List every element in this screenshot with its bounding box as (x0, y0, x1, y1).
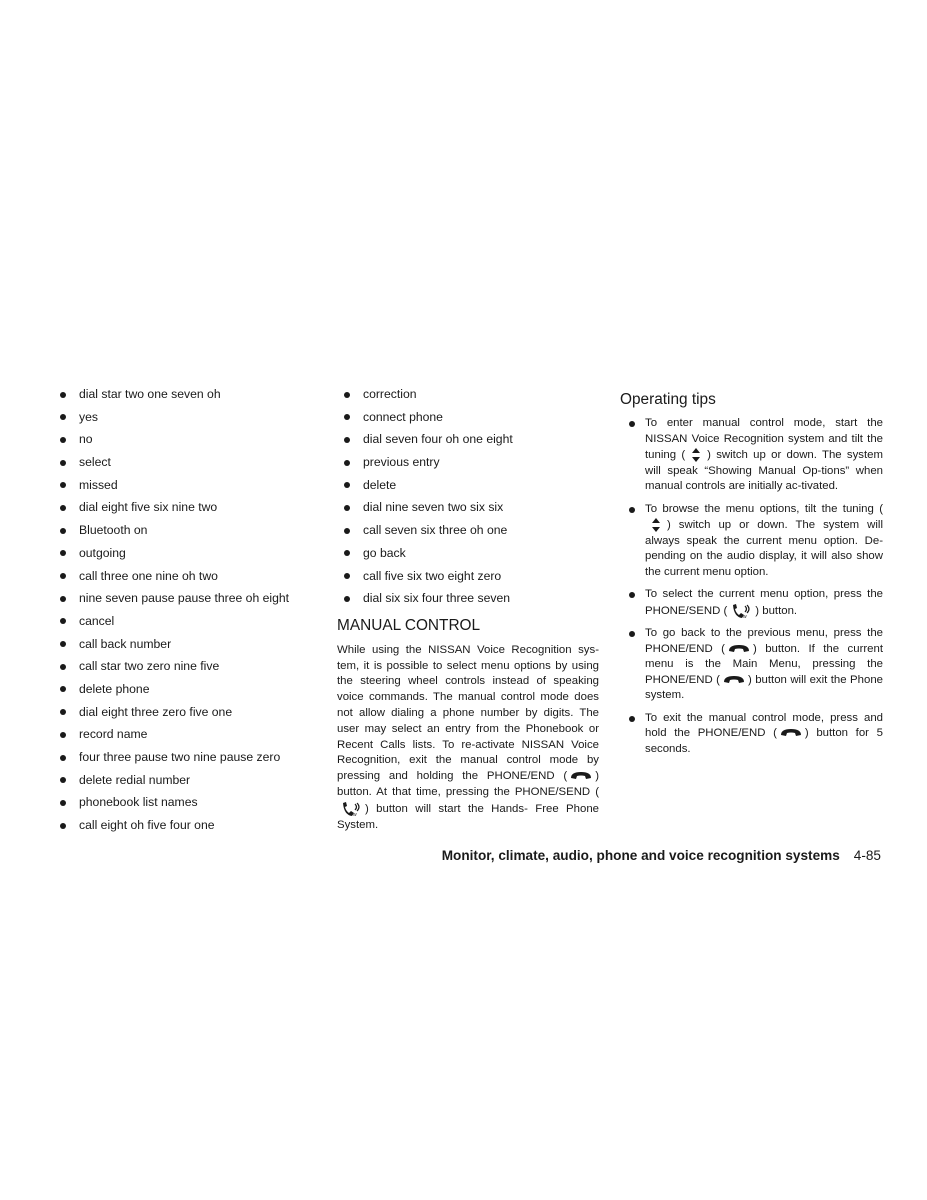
bullet-icon (344, 392, 350, 398)
list-item: To go back to the previous menu, press the PHONE/END ( ) button. If the current menu is the Main Menu, pressing the PHONE/END ( ) button will exit the Phone system. (620, 626, 883, 704)
bullet-icon (344, 414, 350, 420)
bullet-icon (344, 460, 350, 466)
bullet-icon (60, 800, 66, 806)
list-item: dial eight three zero five one (60, 705, 325, 728)
list-item: dial eight five six nine two (60, 500, 325, 523)
bullet-icon (60, 505, 66, 511)
bullet-icon (344, 573, 350, 579)
list-item: dial star two one seven oh (60, 387, 325, 410)
page-number: 4-85 (853, 848, 881, 863)
bullet-icon (60, 664, 66, 670)
column-2 (337, 387, 606, 833)
list-item: dial seven four oh one eight (344, 432, 606, 455)
bullet-icon (629, 716, 635, 722)
svg-text:w: w (353, 811, 357, 817)
list-item: call eight oh five four one (60, 818, 325, 841)
command-list-2 (344, 387, 606, 614)
list-item: dial nine seven two six six (344, 500, 606, 523)
svg-text:w: w (743, 613, 747, 619)
tuning-switch-icon (688, 447, 704, 463)
list-item: call three one nine oh two (60, 569, 325, 592)
list-item: record name (60, 727, 325, 750)
bullet-icon (60, 596, 66, 602)
list-item: connect phone (344, 410, 606, 433)
operating-tips-heading: Operating tips (620, 391, 716, 408)
bullet-icon (344, 550, 350, 556)
list-item: delete redial number (60, 773, 325, 796)
list-item: cancel (60, 614, 325, 637)
list-item: missed (60, 478, 325, 501)
page-footer (442, 848, 881, 863)
bullet-icon (629, 421, 635, 427)
footer-section-title: Monitor, climate, audio, phone and voice recognition systems (441, 848, 840, 863)
bullet-icon (60, 528, 66, 534)
list-item: go back (344, 546, 606, 569)
bullet-icon (60, 686, 66, 692)
bullet-icon (344, 482, 350, 488)
bullet-icon (60, 392, 66, 398)
list-item: To enter manual control mode, start the NISSAN Voice Recognition system and tilt the tuning ( ) switch up or down. The system will speak “Showing Manual Op-tions” when manual controls are initially ac-tivated. (620, 416, 883, 495)
command-list-1 (60, 387, 325, 841)
list-item: delete (344, 478, 606, 501)
phone-end-icon (570, 771, 592, 781)
list-item: nine seven pause pause three oh eight (60, 591, 325, 614)
list-item: call back number (60, 637, 325, 660)
bullet-icon (60, 573, 66, 579)
bullet-icon (60, 823, 66, 829)
list-item: dial six six four three seven (344, 591, 606, 614)
list-item: previous entry (344, 455, 606, 478)
phone-send-icon (340, 801, 362, 817)
tuning-switch-icon (648, 517, 664, 533)
column-3 (620, 387, 883, 764)
list-item: call seven six three oh one (344, 523, 606, 546)
phone-end-icon (780, 728, 802, 738)
manual-control-heading: MANUAL CONTROL (337, 616, 481, 634)
bullet-icon (60, 618, 66, 624)
bullet-icon (344, 505, 350, 511)
column-1 (60, 387, 325, 841)
bullet-icon (60, 482, 66, 488)
bullet-icon (60, 732, 66, 738)
phone-end-icon (728, 644, 750, 654)
list-item: no (60, 432, 325, 455)
bullet-icon (344, 596, 350, 602)
list-item: correction (344, 387, 606, 410)
bullet-icon (60, 777, 66, 783)
bullet-icon (60, 550, 66, 556)
list-item: outgoing (60, 546, 325, 569)
phone-send-icon (730, 603, 752, 619)
list-item: delete phone (60, 682, 325, 705)
bullet-icon (629, 592, 635, 598)
bullet-icon (60, 437, 66, 443)
list-item: call star two zero nine five (60, 659, 325, 682)
list-item: To exit the manual control mode, press and hold the PHONE/END ( ) button for 5 seconds. (620, 711, 883, 758)
list-item: To select the current menu option, press the PHONE/SEND ( w ) button. (620, 587, 883, 619)
bullet-icon (60, 755, 66, 761)
phone-end-icon (723, 675, 745, 685)
list-item: Bluetooth on (60, 523, 325, 546)
operating-tips-list (620, 416, 883, 757)
bullet-icon (60, 709, 66, 715)
bullet-icon (60, 414, 66, 420)
bullet-icon (344, 528, 350, 534)
bullet-icon (629, 631, 635, 637)
list-item: select (60, 455, 325, 478)
list-item: call five six two eight zero (344, 569, 606, 592)
bullet-icon (629, 507, 635, 513)
list-item: four three pause two nine pause zero (60, 750, 325, 773)
list-item: phonebook list names (60, 795, 325, 818)
bullet-icon (60, 460, 66, 466)
bullet-icon (60, 641, 66, 647)
list-item: yes (60, 410, 325, 433)
list-item: To browse the menu options, tilt the tuning ( ) switch up or down. The system will always speak the current menu option. De-pending on the audio display, it will also show the current menu option. (620, 502, 883, 581)
bullet-icon (344, 437, 350, 443)
manual-control-paragraph: While using the NISSAN Voice Recognition sys-tem, it is possible to select menu options by using the steering wheel controls instead of speaking voice commands. The manual control mode does not allow dialing a phone number by digits. The user may select an entry from the Phonebook or Recent Calls lists. To re-activate NISSAN Voice Recognition, exit the manual control mode by pressing and holding the PHONE/END ( ) button. At that time, pressing the PHONE/SEND ( w ) button will start the Hands- Free Phone System. (337, 643, 599, 831)
